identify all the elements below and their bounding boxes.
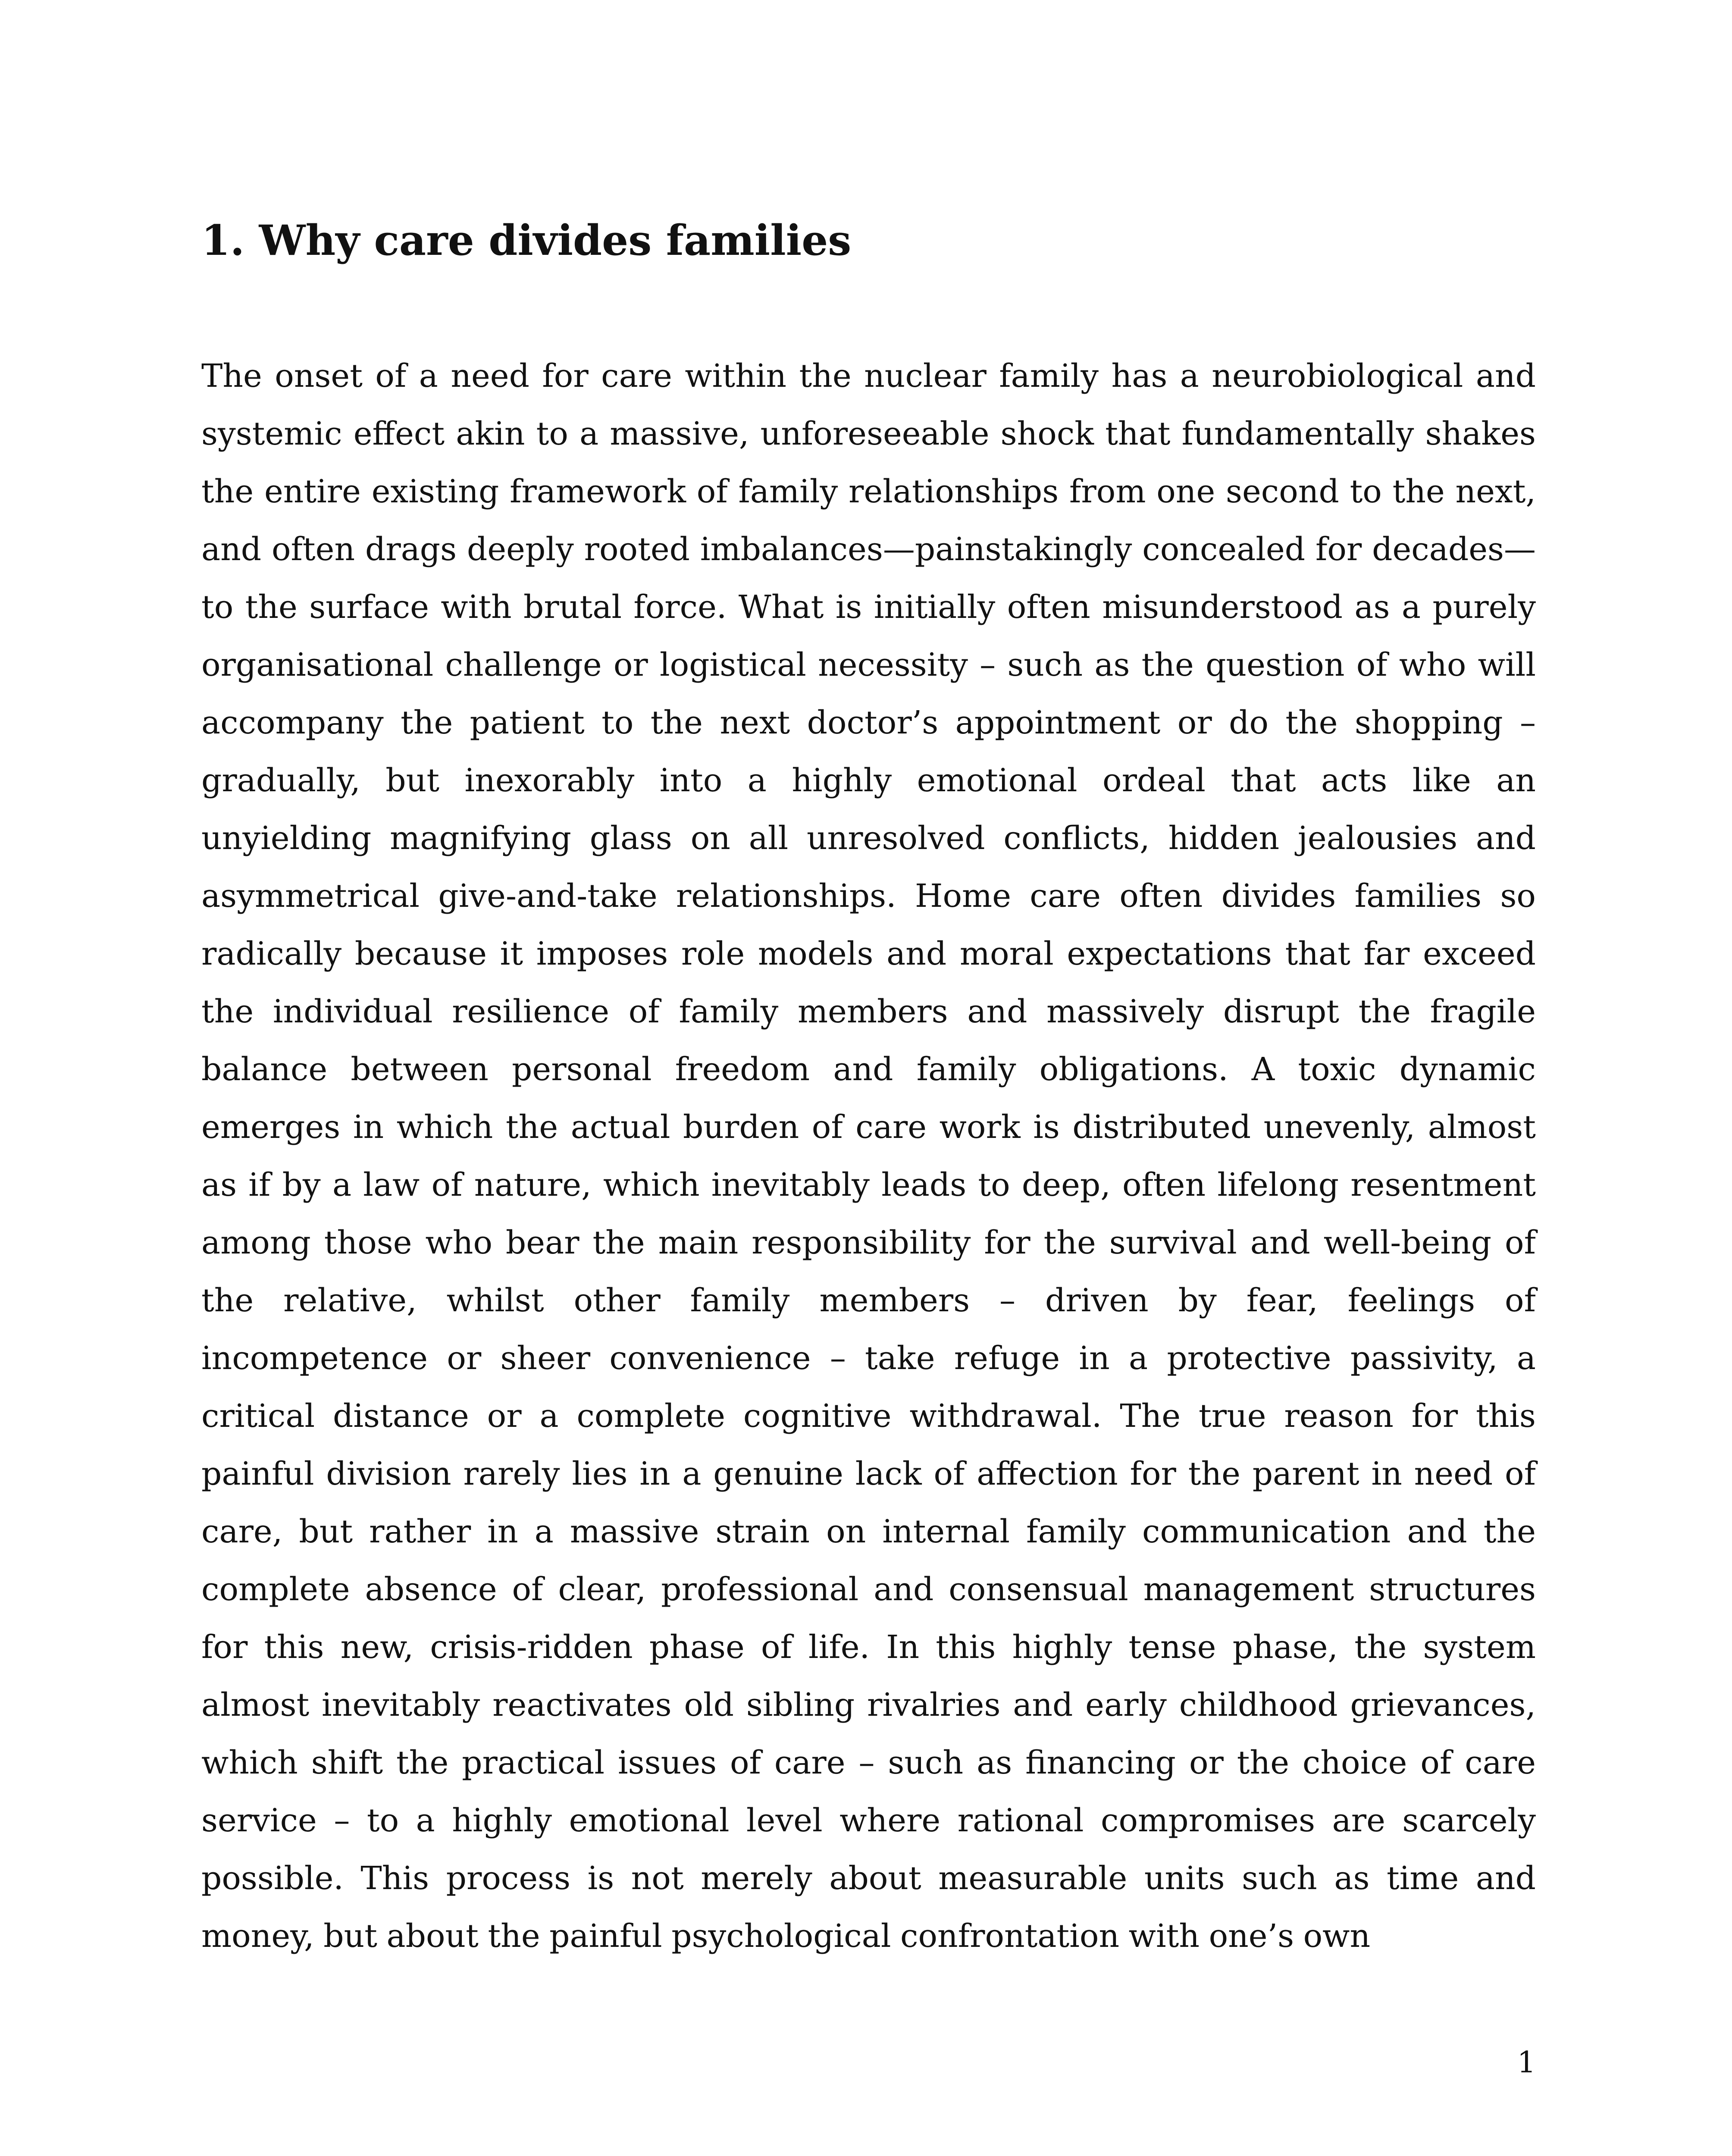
body-paragraph: The onset of a need for care within the nuclear family has a neurobiological and systemic effect akin to a massive, unforeseeable shock that fundamentally shakes the entire existing framework of family relationships from one second to the next, and often drags deeply rooted imbalances—painstakingly concealed for decades—to the surface with brutal force. What is initially often misunderstood as a purely organisational challenge or logistical necessity – such as the question of who will accompany the patient to the next doctor’s appointment or do the shopping – gradually, but inexorably into a highly emotional ordeal that acts like an unyielding magnifying glass on all unresolved conflicts, hidden jealousies and asymmetrical give-and-take relationships. Home care often divides families so radically because it imposes role models and moral expectations that far exceed the individual resilience of family members and massively disrupt the fragile balance between personal freedom and family obligations. A toxic dynamic emerges in which the actual burden of care work is distributed unevenly, almost as if by a law of nature, which inevitably leads to deep, often lifelong resentment among those who bear the main responsibility for the survival and well-being of the relative, whilst other family members – driven by fear, feelings of incompetence or sheer convenience – take refuge in a protective passivity, a critical distance or a complete cognitive withdrawal. The true reason for this painful division rarely lies in a genuine lack of affection for the parent in need of care, but rather in a massive strain on internal family communication and the complete absence of clear, professional and consensual management structures for this new, crisis-ridden phase of life. In this highly tense phase, the system almost inevitably reactivates old sibling rivalries and early childhood grievances, which shift the practical issues of care – such as financing or the choice of care service – to a highly emotional level where rational compromises are scarcely possible. This process is not merely about measurable units such as time and money, but about the painful psychological confrontation with one’s own — [201, 357, 1536, 1955]
section-heading: 1. Why care divides families — [201, 216, 852, 265]
page-number: 1 — [1517, 2046, 1536, 2080]
